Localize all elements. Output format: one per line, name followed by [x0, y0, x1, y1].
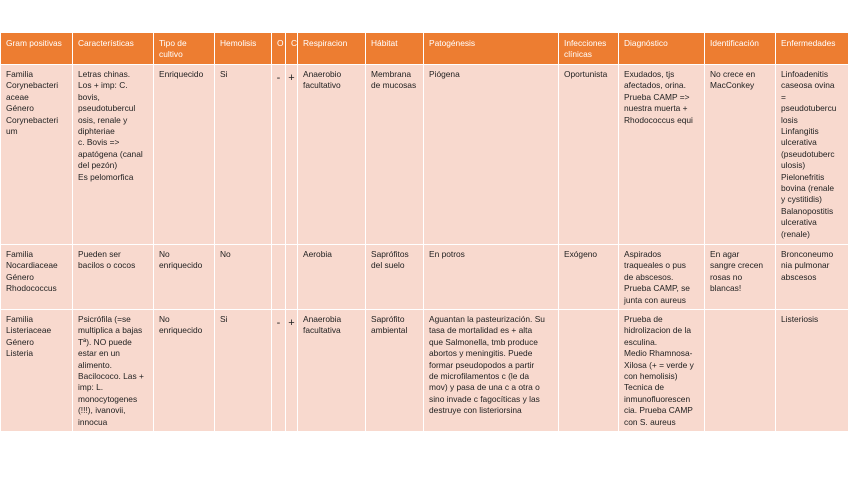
cell-line: Listeriaceae	[6, 325, 52, 336]
cell-line: um	[6, 126, 18, 137]
cell-line: mov) y pasa de una c a otra o	[429, 382, 540, 393]
cell-line: Exógeno	[564, 249, 598, 259]
cell-line: Prueba CAMP =>	[624, 91, 690, 102]
cell-line: Género	[6, 336, 34, 347]
header-infecciones: Infecciones clínicas	[559, 33, 619, 65]
header-diagnostico: Diagnóstico	[619, 33, 705, 65]
cell-o: -	[272, 310, 286, 432]
cell-line: Corynebacteri	[6, 80, 59, 91]
cell-gram	[1, 310, 73, 432]
cell-line: No	[159, 314, 170, 325]
cell-enfermedades	[776, 65, 848, 245]
cell-gram	[1, 245, 73, 310]
cell-line: que Salmonella, tmb produce	[429, 336, 538, 347]
cell-patogenesis	[424, 310, 559, 432]
cell-line: Oportunista	[564, 69, 608, 79]
cell-respiracion	[298, 245, 366, 310]
cell-line: con hemolisis)	[624, 371, 678, 382]
cell-line: losis	[781, 114, 798, 125]
header-patogenesis: Patogénesis	[424, 33, 559, 65]
cell-c	[286, 245, 298, 310]
cell-line: Es pelomorfica	[78, 171, 134, 182]
cell-line: ulosis)	[781, 160, 806, 171]
cell-line: No crece en	[710, 69, 756, 79]
cell-line: diphteriae	[78, 126, 115, 137]
cell-line: Rhodococcus	[6, 283, 57, 294]
cell-diagnostico	[619, 245, 705, 310]
cell-line: nia pulmonar	[781, 260, 830, 271]
cell-line: abscesos	[781, 271, 817, 282]
cell-line: caseosa ovina	[781, 80, 835, 91]
cell-hemolisis	[215, 65, 272, 245]
cell-line: nuestra muerta +	[624, 103, 688, 114]
cell-line: abortos y meningitis. Puede	[429, 348, 533, 359]
cell-line: Aspirados	[624, 249, 662, 259]
cell-line: =	[781, 91, 786, 102]
cell-line: facultativa	[303, 325, 341, 336]
cell-c: +	[286, 310, 298, 432]
cell-caracteristicas	[73, 65, 154, 245]
cell-identificacion	[705, 65, 776, 245]
cell-line: pseudotubercu	[781, 103, 837, 114]
cell-line: aceae	[6, 91, 29, 102]
cell-line: Si	[220, 314, 228, 325]
cell-tipo-cultivo	[154, 245, 215, 310]
cell-hemolisis	[215, 245, 272, 310]
cell-line: ulcerativa	[781, 137, 817, 148]
cell-o: -	[272, 65, 286, 245]
cell-line: esculina.	[624, 336, 658, 347]
cell-habitat	[366, 245, 424, 310]
cell-line: Linfangitis	[781, 126, 819, 137]
cell-line: osis, renale y	[78, 114, 128, 125]
cell-line: Género	[6, 103, 34, 114]
cell-line: Enriquecido	[159, 69, 204, 79]
header-o: O	[272, 33, 286, 65]
cell-line: Corynebacteri	[6, 114, 59, 125]
cell-line: afectados, orina.	[624, 80, 686, 91]
cell-caracteristicas	[73, 310, 154, 432]
cell-line: inmunofluorescen	[624, 393, 691, 404]
cell-line: tasa de mortalidad es + alta	[429, 325, 533, 336]
cell-line: Tecnica de	[624, 382, 665, 393]
cell-line: Balanopostitis	[781, 205, 834, 216]
cell-tipo-cultivo	[154, 310, 215, 432]
cell-o	[272, 245, 286, 310]
header-gram: Gram positivas	[1, 33, 73, 65]
cell-line: rosas no	[710, 271, 743, 282]
cell-line: Los + imp: C.	[78, 80, 128, 91]
cell-infecciones	[559, 310, 619, 432]
cell-line: (!!!), ivanovii,	[78, 405, 126, 416]
header-row	[1, 33, 848, 65]
header-hemolisis: Hemolisis	[215, 33, 272, 65]
table-row	[1, 310, 848, 432]
cell-enfermedades	[776, 310, 848, 432]
cell-line: sino invade c fagocíticas y las	[429, 393, 540, 404]
cell-line: de mucosas	[371, 80, 417, 91]
cell-line: En agar	[710, 249, 740, 259]
table-row	[1, 65, 848, 245]
cell-line: Familia	[6, 249, 33, 259]
cell-line: Membrana	[371, 69, 412, 79]
cell-infecciones	[559, 245, 619, 310]
cell-line: ambiental	[371, 325, 408, 336]
cell-c: +	[286, 65, 298, 245]
cell-line: Pueden ser	[78, 249, 121, 259]
cell-line: destruye con listeriorsina	[429, 405, 522, 416]
header-habitat: Hábitat	[366, 33, 424, 65]
header-respiracion: Respiracion	[298, 33, 366, 65]
cell-line: bovis,	[78, 91, 100, 102]
cell-line: Familia	[6, 314, 33, 325]
cell-line: con S. aureus	[624, 416, 676, 427]
cell-line: (renale)	[781, 228, 810, 239]
cell-line: ulcerativa	[781, 217, 817, 228]
cell-line: MacConkey	[710, 80, 755, 91]
cell-line: En potros	[429, 249, 465, 259]
cell-line: formar pseudopodos a partir	[429, 359, 535, 370]
cell-line: Tª). NO puede	[78, 336, 132, 347]
cell-line: innocua	[78, 416, 108, 427]
cell-line: Si	[220, 69, 228, 79]
cell-line: Familia	[6, 69, 33, 79]
cell-gram	[1, 65, 73, 245]
cell-line: del suelo	[371, 260, 405, 271]
cell-line: Anaerobia	[303, 314, 342, 325]
cell-line: sangre crecen	[710, 260, 764, 271]
cell-line: Saprófitos	[371, 249, 409, 259]
cell-line: Exudados, tjs	[624, 69, 675, 79]
cell-line: Nocardiaceae	[6, 260, 58, 271]
cell-line: hidrolizacion de la	[624, 325, 692, 336]
cell-line: de abscesos.	[624, 271, 674, 282]
cell-line: Saprófito	[371, 314, 405, 325]
cell-patogenesis	[424, 65, 559, 245]
cell-line: Letras chinas.	[78, 69, 131, 79]
cell-line: imp: L.	[78, 382, 104, 393]
cell-line: Prueba CAMP, se	[624, 283, 690, 294]
cell-habitat	[366, 65, 424, 245]
cell-line: bacilos o cocos	[78, 260, 136, 271]
table-row	[1, 245, 848, 310]
cell-line: bovina (renale	[781, 183, 835, 194]
cell-hemolisis	[215, 310, 272, 432]
cell-line: (pseudotuberc	[781, 148, 835, 159]
cell-identificacion	[705, 310, 776, 432]
cell-patogenesis	[424, 245, 559, 310]
cell-line: Bronconeumo	[781, 249, 834, 259]
cell-line: facultativo	[303, 80, 341, 91]
cell-line: cia. Prueba CAMP	[624, 405, 693, 416]
cell-line: junta con aureus	[624, 294, 686, 305]
cell-line: No	[159, 249, 170, 259]
cell-line: de microfilamentos c (le da	[429, 371, 530, 382]
cell-habitat	[366, 310, 424, 432]
cell-line: Género	[6, 271, 34, 282]
cell-respiracion	[298, 310, 366, 432]
cell-enfermedades	[776, 245, 848, 310]
cell-line: Aguantan la pasteurización. Su	[429, 314, 545, 325]
cell-respiracion	[298, 65, 366, 245]
cell-line: multiplica a bajas	[78, 325, 143, 336]
cell-line: Rhodococcus equi	[624, 114, 693, 125]
cell-line: pseudotubercul	[78, 103, 136, 114]
cell-line: Bacilococo. Las +	[78, 371, 144, 382]
cell-caracteristicas	[73, 245, 154, 310]
cell-line: del pezón)	[78, 160, 118, 171]
header-enfermedades: Enfermedades	[776, 33, 848, 65]
cell-line: blancas!	[710, 283, 742, 294]
cell-line: Psicrófila (=se	[78, 314, 131, 325]
cell-line: estar en un	[78, 348, 120, 359]
cell-tipo-cultivo	[154, 65, 215, 245]
cell-line: c. Bovis =>	[78, 137, 120, 148]
cell-diagnostico	[619, 310, 705, 432]
cell-infecciones	[559, 65, 619, 245]
cell-diagnostico	[619, 65, 705, 245]
cell-line: Listeria	[6, 348, 33, 359]
cell-line: Listeriosis	[781, 314, 819, 325]
header-identificacion: Identificación	[705, 33, 776, 65]
header-tipo-cultivo: Tipo de cultivo	[154, 33, 215, 65]
cell-line: y cystitidis)	[781, 194, 822, 205]
cell-line: Pielonefritis	[781, 171, 825, 182]
header-caracteristicas: Características	[73, 33, 154, 65]
cell-line: Xilosa (+ = verde y	[624, 359, 694, 370]
cell-line: traqueales o pus	[624, 260, 686, 271]
cell-identificacion	[705, 245, 776, 310]
cell-line: alimento.	[78, 359, 112, 370]
cell-line: Anaerobio	[303, 69, 342, 79]
cell-line: Piógena	[429, 69, 460, 79]
cell-line: No	[220, 249, 231, 259]
cell-line: Linfoadenitis	[781, 69, 829, 79]
cell-line: Prueba de	[624, 314, 663, 325]
bacteria-table	[0, 32, 848, 432]
cell-line: apatógena (canal	[78, 148, 143, 159]
cell-line: Medio Rhamnosa-	[624, 348, 693, 359]
header-c: C	[286, 33, 298, 65]
cell-line: enriquecido	[159, 260, 203, 271]
cell-line: Aerobia	[303, 249, 332, 259]
cell-line: monocytogenes	[78, 393, 138, 404]
cell-line: enriquecido	[159, 325, 203, 336]
